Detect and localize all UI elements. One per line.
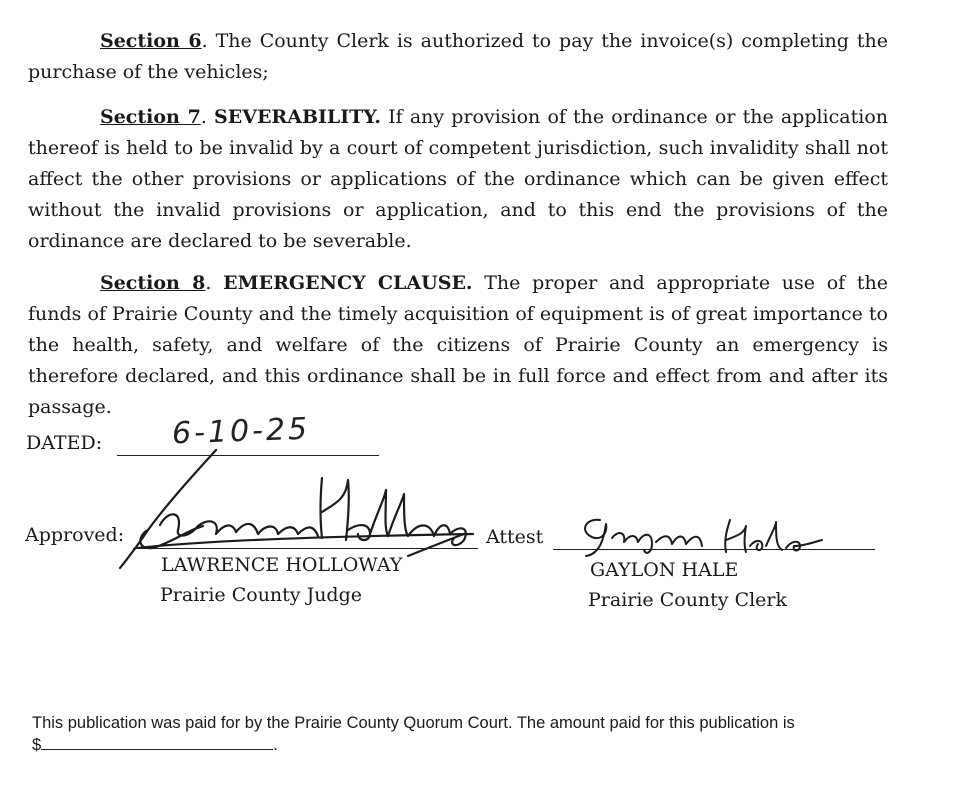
footer-currency: $ [32, 736, 42, 754]
dated-label: DATED: [26, 432, 103, 454]
dated-handwritten: 6-10-25 [171, 411, 311, 452]
section-6-heading: Section 6 [100, 30, 202, 52]
approved-label: Approved: [25, 524, 125, 546]
amount-blank-line [41, 735, 273, 750]
section-7-text: If any provision of the ordinance or the application thereof is held to be invalid by a court of competent jurisdiction, such invalidity shall not affect the other provisions or applications of the ordinance which can be given effect without the invalid provisions or application, and to this end the provisions of the ordinance are declared to be severable. [28, 106, 888, 252]
publication-footer [32, 712, 932, 756]
clerk-title: Prairie County Clerk [588, 589, 788, 611]
section-8-paragraph [28, 268, 888, 423]
judge-title: Prairie County Judge [160, 584, 362, 606]
section-6-paragraph [28, 26, 888, 88]
section-8-heading: Section 8 [100, 272, 206, 294]
clerk-name: GAYLON HALE [590, 559, 739, 581]
footer-end: . [273, 736, 278, 754]
section-7-heading: Section 7 [100, 106, 201, 128]
section-7-paragraph [28, 102, 888, 257]
dated-line [117, 455, 379, 456]
approved-line [133, 548, 478, 549]
attest-line [553, 549, 875, 550]
section-8-text: The proper and appropriate use of the funds of Prairie County and the timely acquisition of equipment is of great importance to the health, safety, and welfare of the citizens of Prairie County an emergency is therefore declared, and this ordinance shall be in full force and effect from and after its passage. [28, 272, 888, 418]
footer-text: This publication was paid for by the Prairie County Quorum Court. The amount paid for this publication is [32, 714, 795, 732]
section-8-dot: . [205, 272, 224, 294]
section-8-title: EMERGENCY CLAUSE. [223, 272, 473, 294]
section-7-dot: . [200, 106, 214, 128]
attest-label: Attest [486, 526, 544, 548]
section-6-text: . The County Clerk is authorized to pay the invoice(s) completing the purchase of the vehicles; [28, 30, 888, 83]
judge-name: LAWRENCE HOLLOWAY [161, 554, 403, 576]
section-7-title: SEVERABILITY. [214, 106, 382, 128]
